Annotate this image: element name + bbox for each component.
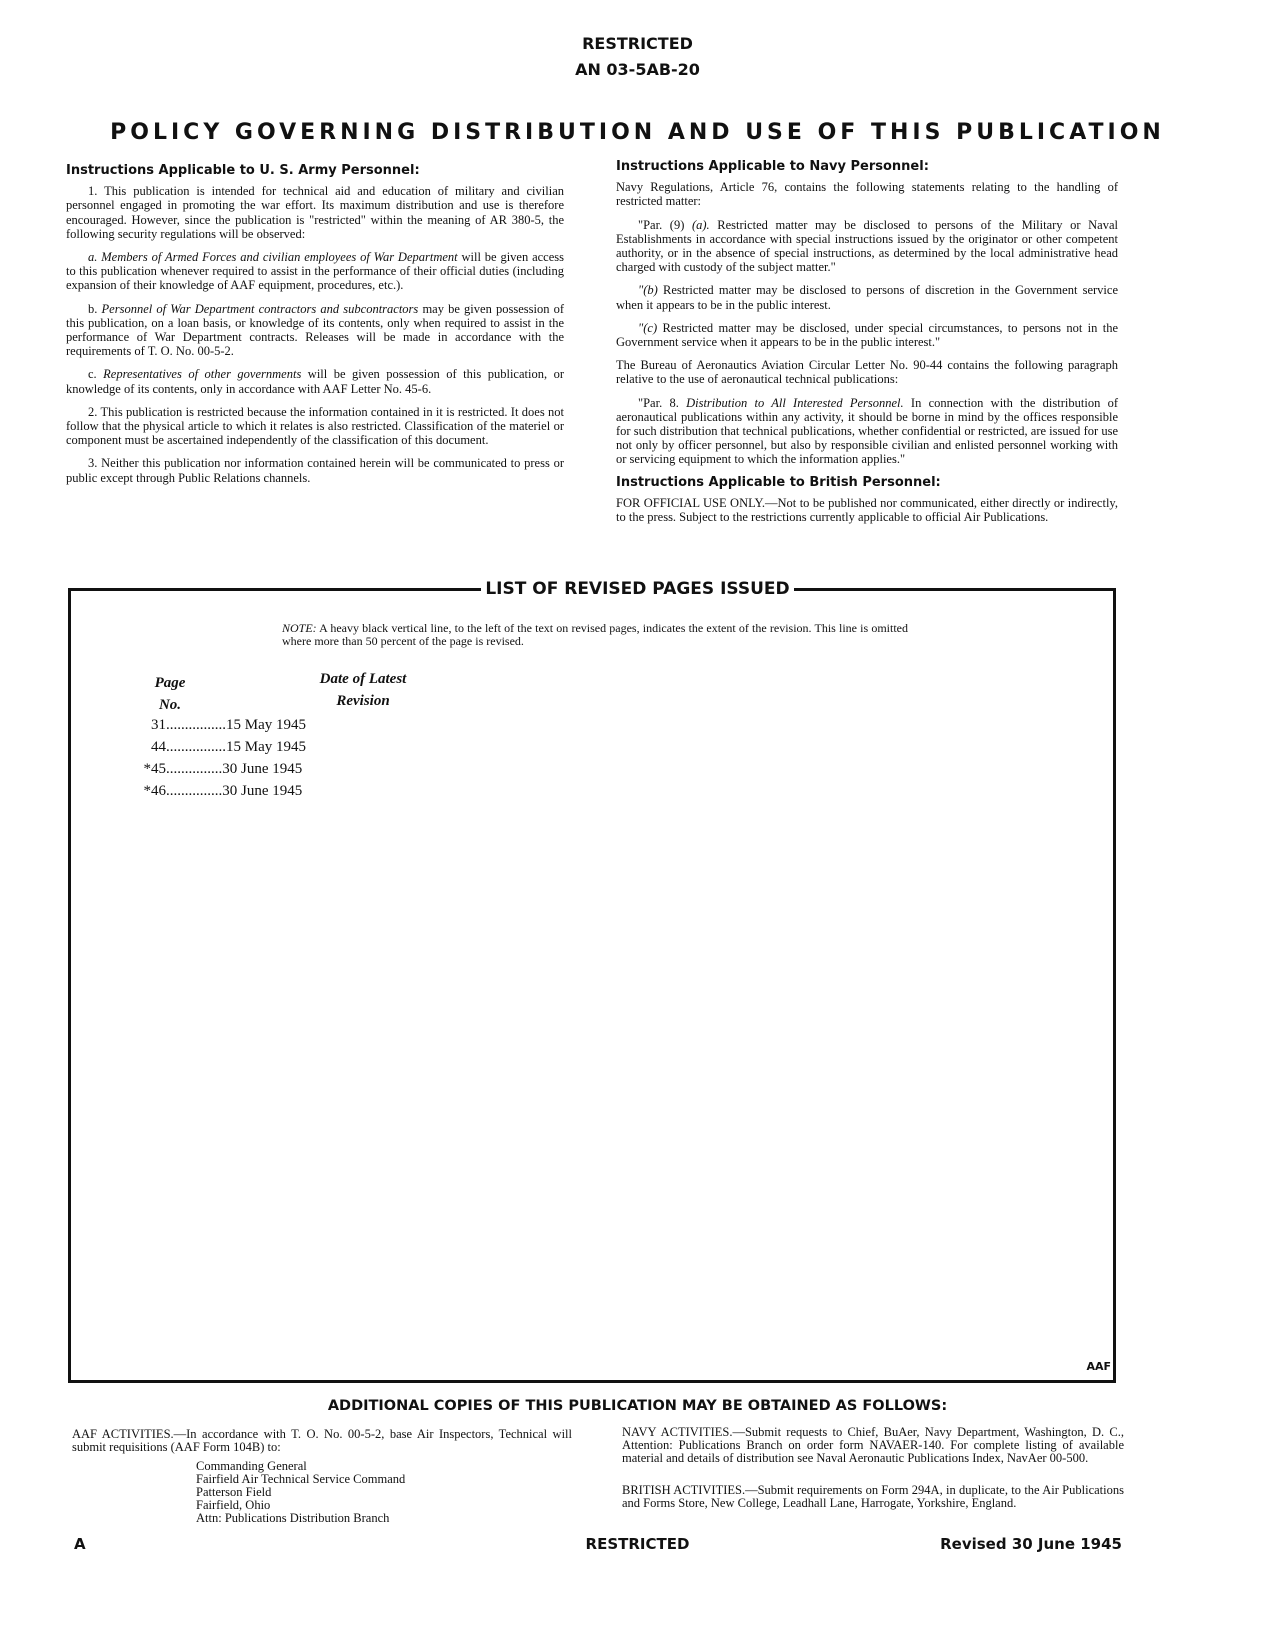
- revised-pages-box: [68, 588, 1116, 1383]
- revision-page: *46: [143, 783, 166, 799]
- revision-leader: ...............: [166, 761, 223, 777]
- table-row: [128, 714, 448, 736]
- navy-b-text: Restricted matter may be disclosed to persons of discretion in the Government service when it appears to be in the public interest.: [616, 283, 1118, 312]
- revision-leader: ...............: [166, 783, 223, 799]
- army-c-lead: Representatives of other governments: [103, 367, 302, 382]
- army-paragraph-a: [66, 250, 564, 293]
- classification-header: RESTRICTED: [582, 34, 693, 53]
- army-heading: Instructions Applicable to U. S. Army Personnel:: [66, 163, 420, 178]
- column-header-page-line1: Page: [154, 675, 186, 691]
- revision-date: 15 May 1945: [226, 717, 306, 733]
- aaf-activities: AAF ACTIVITIES.—In accordance with T. O. No. 00-5-2, base Air Inspectors, Technical will submit requisitions (AAF Form 104B) to:: [72, 1427, 572, 1454]
- address-line: Fairfield Air Technical Service Command: [196, 1472, 406, 1486]
- revision-note: [282, 622, 908, 647]
- army-b-label: b.: [88, 301, 102, 316]
- revision-leader: ................: [166, 717, 226, 733]
- address-line: Attn: Publications Distribution Branch: [196, 1511, 390, 1525]
- column-header-page-line2: No.: [158, 697, 182, 713]
- revision-note-label: NOTE:: [282, 621, 317, 635]
- table-row: [128, 758, 448, 780]
- address-line: Patterson Field: [196, 1485, 272, 1499]
- navy-paragraph-2: The Bureau of Aeronautics Aviation Circular Letter No. 90-44 contains the following paragraph relative to the use of aeronautical technical publications:: [616, 358, 1118, 387]
- table-row: [128, 736, 448, 758]
- army-b-text: may be given possession of this publication, on a loan basis, or knowledge of its contents, only when required to assist in the performance of War Department contracts. Releases will be made in accordance with the requirements of T. O. No. 00-5-2.: [66, 301, 565, 359]
- army-paragraph-c: [66, 367, 564, 395]
- revision-date: 15 May 1945: [226, 739, 306, 755]
- revision-date: 30 June 1945: [222, 783, 303, 799]
- army-c-text: will be given possession of this publication, or knowledge of its contents, only in accordance with AAF Letter No. 45-6.: [66, 367, 564, 396]
- footer-revision-date: Revised 30 June 1945: [940, 1535, 1122, 1553]
- navy-p3-lead: Distribution to All Interested Personnel.: [686, 395, 904, 410]
- column-header-date-line2: Revision: [336, 693, 390, 709]
- revision-page: 44: [151, 739, 166, 755]
- revised-pages-title: LIST OF REVISED PAGES ISSUED: [481, 579, 793, 599]
- navy-c-lead: "(c): [638, 320, 658, 335]
- page-title: POLICY GOVERNING DISTRIBUTION AND USE OF THIS PUBLICATION: [110, 120, 1165, 145]
- army-paragraph-3: 3. Neither this publication nor information contained herein will be communicated to press or public except through Public Relations channels.: [66, 456, 564, 485]
- address-line: Fairfield, Ohio: [196, 1498, 271, 1512]
- column-header-date: [278, 668, 448, 712]
- army-a-text: will be given access to this publication whenever required to assist in the performance of their official duties (including expansion of their knowledge of AAF equipment, procedures, etc.).: [66, 250, 565, 293]
- revision-leader: ................: [166, 739, 226, 755]
- army-instructions: [66, 164, 564, 494]
- army-paragraph-b: [66, 302, 564, 359]
- additional-copies-heading: ADDITIONAL COPIES OF THIS PUBLICATION MAY BE OBTAINED AS FOLLOWS:: [327, 1398, 948, 1414]
- address-line: Commanding General: [196, 1459, 307, 1473]
- navy-b-lead: "(b): [638, 283, 658, 298]
- army-a-lead: a. Members of Armed Forces and civilian employees of War Department: [88, 250, 458, 265]
- army-b-lead: Personnel of War Department contractors and subcontractors: [101, 301, 419, 316]
- british-paragraph-1: FOR OFFICIAL USE ONLY.—Not to be published nor communicated, either directly or indirectly, to the press. Subject to the restrictions currently applicable to official Air Publications.: [616, 495, 1118, 525]
- british-activities: BRITISH ACTIVITIES.—Submit requirements on Form 294A, in duplicate, to the Air Publications and Forms Store, New College, Leadhall Lane, Harrogate, Yorkshire, England.: [622, 1483, 1124, 1510]
- navy-a-text: Restricted matter may be disclosed to persons of the Military or Naval Establishments in accordance with special instructions issued by the originator or other competent authority, or in the absence of special instructions, as determined by the local administrative head charged with custody of the subject matter.": [616, 217, 1118, 275]
- revision-table: [128, 714, 448, 802]
- column-header-page: [130, 672, 210, 716]
- army-paragraph-1: 1. This publication is intended for technical aid and education of military and civilian personnel engaged in promoting the war effort. Its maximum distribution and use is therefore encouraged. However, since the publication is "restricted" within the meaning of AR 380-5, the following security regulations will be observed:: [66, 184, 564, 241]
- navy-paragraph-c: [616, 321, 1118, 349]
- navy-heading: Instructions Applicable to Navy Personnel:: [616, 159, 929, 174]
- navy-paragraph-b: [616, 283, 1118, 311]
- revision-page: *45: [143, 761, 166, 777]
- navy-p3-label: "Par. 8.: [638, 395, 687, 410]
- british-heading: Instructions Applicable to British Personnel:: [616, 474, 941, 490]
- table-row: [128, 780, 448, 802]
- revision-note-text: A heavy black vertical line, to the left of the text on revised pages, indicates the extent of the revision. This line is omitted where more than 50 percent of the page is revised.: [282, 621, 908, 648]
- navy-a-label: "Par. (9): [638, 217, 692, 232]
- navy-paragraph-1: Navy Regulations, Article 76, contains the following statements relating to the handling of restricted matter:: [616, 180, 1118, 209]
- aaf-tag: AAF: [1086, 1360, 1111, 1373]
- document-number: AN 03-5AB-20: [575, 60, 700, 79]
- army-paragraph-2: 2. This publication is restricted because the information contained in it is restricted. It does not follow that the physical article to which it relates is also restricted. Classification of the materiel or component must be ascertained independently of the classification of this document.: [66, 404, 564, 448]
- navy-p3-text: In connection with the distribution of aeronautical publications within any activity, it should be borne in mind by the offices responsible for such distribution that technical publications, whether confidential or restricted, are issued for use not only by officer personnel, but also by responsible civilian and enlisted personnel working with or servicing equipment to which the information applies.": [616, 395, 1118, 467]
- revised-pages-title-wrap: [0, 579, 1275, 599]
- column-header-date-line1: Date of Latest: [319, 671, 407, 687]
- revision-page: 31: [151, 717, 166, 733]
- army-c-label: c.: [88, 367, 104, 382]
- revision-date: 30 June 1945: [222, 761, 303, 777]
- aaf-address: [196, 1460, 556, 1525]
- navy-activities: NAVY ACTIVITIES.—Submit requests to Chief, BuAer, Navy Department, Washington, D. C., Attention: Publications Branch on order form NAVAER-140. For complete listing of available material and details of distribution see Naval Aeronautic Publications Index, NavAer 00-500.: [622, 1425, 1124, 1465]
- navy-a-lead: (a).: [691, 217, 710, 232]
- navy-c-text: Restricted matter may be disclosed, under special circumstances, to persons not in the Government service when it appears to be in the public interest.": [616, 320, 1118, 350]
- navy-instructions: [616, 160, 1118, 533]
- footer-page-letter: A: [74, 1535, 86, 1553]
- footer-classification: RESTRICTED: [585, 1535, 690, 1553]
- navy-paragraph-3: [616, 396, 1118, 467]
- navy-paragraph-a: [616, 218, 1118, 275]
